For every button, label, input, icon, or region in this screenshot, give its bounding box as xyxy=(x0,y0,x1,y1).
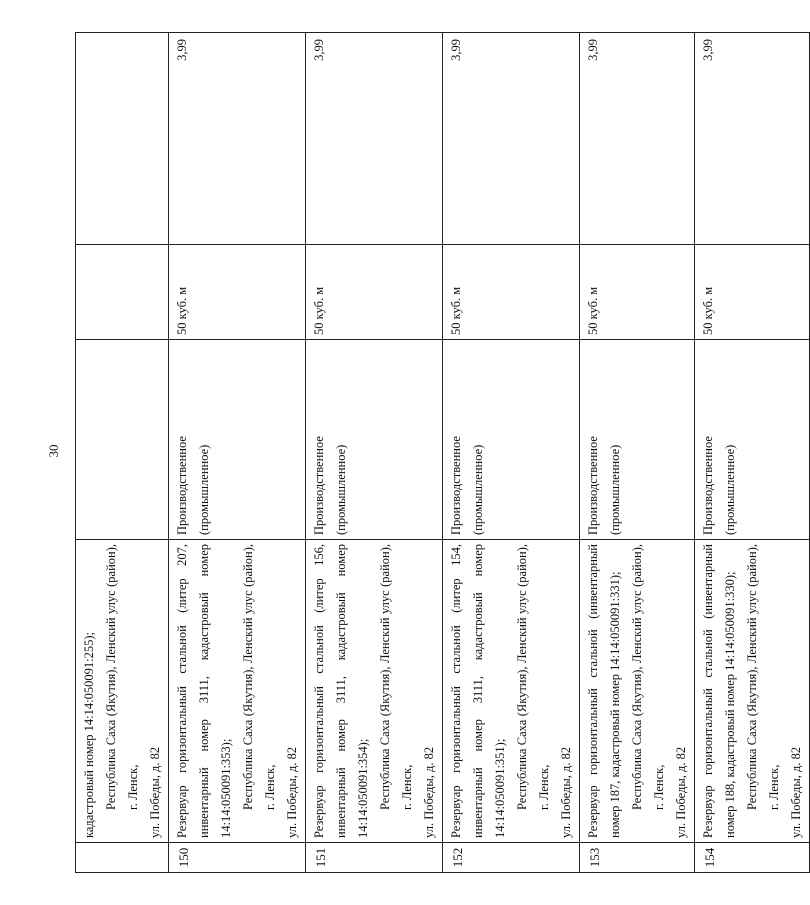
name-line: Резервуар горизонтальный стальной (инвентарный номер 187, кадастровый номер 14:14:050091:331); xyxy=(586,544,622,838)
row-purpose: Производственное (промышленное) xyxy=(443,340,580,540)
name-street: ул. Победы, д. 82 xyxy=(285,746,299,838)
name-line: Резервуар горизонтальный стальной (литер 156, инвентарный номер 3111, кадастровый номер 14:14:050091:354); xyxy=(312,544,370,838)
name-address: Республика Саха (Якутия), Ленский улус (район), г. Ленск, xyxy=(630,544,666,810)
row-volume: 50 куб. м xyxy=(306,245,443,340)
row-value: 3,99 xyxy=(580,33,695,245)
table-row xyxy=(580,33,695,873)
name-line: Резервуар горизонтальный стальной (литер 154, инвентарный номер 3111, кадастровый номер 14:14:050091:351); xyxy=(449,544,507,838)
row-number: 150 xyxy=(169,843,306,873)
row-purpose: Производственное (промышленное) xyxy=(169,340,306,540)
row-value: 3,99 xyxy=(169,33,306,245)
name-address: Республика Саха (Якутия), Ленский улус (район), г. Ленск, xyxy=(515,544,551,810)
table-landscape-wrapper xyxy=(75,33,803,873)
row-number: 151 xyxy=(306,843,443,873)
row-value: 3,99 xyxy=(695,33,810,245)
row-volume: 50 куб. м xyxy=(443,245,580,340)
row-name xyxy=(169,540,306,843)
row-name xyxy=(695,540,810,843)
name-line: кадастровый номер 14:14:050091:255); xyxy=(82,632,96,838)
row-volume: 50 куб. м xyxy=(580,245,695,340)
table-row xyxy=(443,33,580,873)
row-name xyxy=(306,540,443,843)
name-address: Республика Саха (Якутия), Ленский улус (район), г. Ленск, xyxy=(104,544,140,810)
row-purpose: Производственное (промышленное) xyxy=(695,340,810,540)
name-address: Республика Саха (Якутия), Ленский улус (район), г. Ленск, xyxy=(745,544,781,810)
table-row xyxy=(695,33,810,873)
table-row xyxy=(76,33,169,873)
property-table xyxy=(75,32,810,873)
row-number: 152 xyxy=(443,843,580,873)
name-street: ул. Победы, д. 82 xyxy=(422,746,436,838)
row-volume: 50 куб. м xyxy=(169,245,306,340)
page-number: 30 xyxy=(46,444,61,458)
name-street: ул. Победы, д. 82 xyxy=(789,746,803,838)
row-name xyxy=(443,540,580,843)
name-street: ул. Победы, д. 82 xyxy=(148,746,162,838)
name-street: ул. Победы, д. 82 xyxy=(674,746,688,838)
row-value: 3,99 xyxy=(443,33,580,245)
row-value xyxy=(76,33,169,245)
row-value: 3,99 xyxy=(306,33,443,245)
row-purpose: Производственное (промышленное) xyxy=(580,340,695,540)
rotated-table-container xyxy=(75,33,803,873)
row-number: 153 xyxy=(580,843,695,873)
name-line: Резервуар горизонтальный стальной (инвентарный номер 188, кадастровый номер 14:14:050091:330); xyxy=(701,544,737,838)
row-name xyxy=(76,540,169,843)
row-volume: 50 куб. м xyxy=(695,245,810,340)
table-row xyxy=(306,33,443,873)
name-address: Республика Саха (Якутия), Ленский улус (район), г. Ленск, xyxy=(378,544,414,810)
row-name xyxy=(580,540,695,843)
row-volume xyxy=(76,245,169,340)
row-number: 154 xyxy=(695,843,810,873)
name-address: Республика Саха (Якутия), Ленский улус (район), г. Ленск, xyxy=(241,544,277,810)
row-purpose: Производственное (промышленное) xyxy=(306,340,443,540)
name-street: ул. Победы, д. 82 xyxy=(559,746,573,838)
table-row xyxy=(169,33,306,873)
row-purpose xyxy=(76,340,169,540)
row-number xyxy=(76,843,169,873)
name-line: Резервуар горизонтальный стальной (литер 207, инвентарный номер 3111, кадастровый номер 14:14:050091:353); xyxy=(175,544,233,838)
